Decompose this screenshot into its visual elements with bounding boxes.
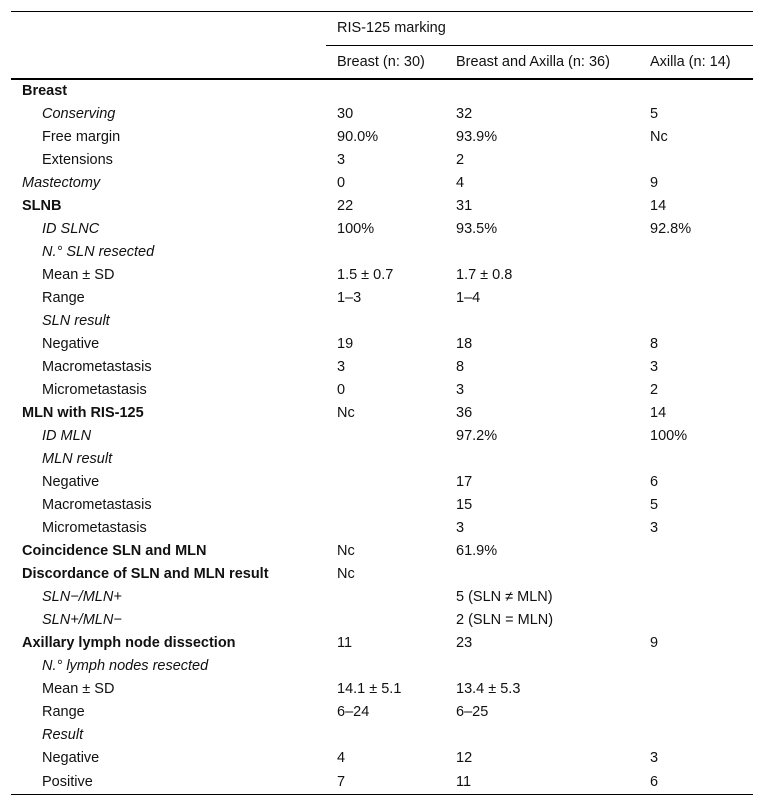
row-label: Discordance of SLN and MLN result xyxy=(22,566,269,582)
row-value: 93.5% xyxy=(456,221,498,237)
row-value xyxy=(639,655,753,678)
table-row xyxy=(11,632,753,655)
row-value xyxy=(445,448,639,471)
table-row xyxy=(11,149,753,172)
row-value xyxy=(326,79,445,103)
row-value: 14 xyxy=(650,405,667,421)
table-row xyxy=(11,471,753,494)
row-value xyxy=(326,517,445,540)
row-label: SLN−/MLN+ xyxy=(42,589,122,605)
row-value: 1.5 ± 0.7 xyxy=(337,267,394,283)
row-value: 15 xyxy=(456,497,473,513)
results-table xyxy=(11,11,753,795)
row-value xyxy=(639,79,753,103)
row-value: 11 xyxy=(337,635,353,651)
table-row xyxy=(11,172,753,195)
row-label: Result xyxy=(42,727,84,743)
row-value: 9 xyxy=(650,635,659,651)
row-value xyxy=(639,241,753,264)
row-value xyxy=(326,586,445,609)
row-value xyxy=(326,471,445,494)
table-row xyxy=(11,356,753,379)
row-label: SLN result xyxy=(42,313,110,329)
row-value: 0 xyxy=(337,382,346,398)
table-row xyxy=(11,310,753,333)
row-value: 32 xyxy=(456,106,473,122)
row-value: 1.7 ± 0.8 xyxy=(456,267,513,283)
row-label: Free margin xyxy=(42,129,121,145)
row-label: Mastectomy xyxy=(22,175,101,191)
row-label: SLN+/MLN− xyxy=(42,612,122,628)
row-label: Negative xyxy=(42,336,100,352)
row-value: 30 xyxy=(337,106,354,122)
table-row xyxy=(11,724,753,747)
row-value xyxy=(639,540,753,563)
row-value: 3 xyxy=(337,359,346,375)
row-value xyxy=(639,448,753,471)
column-header-breast-axilla: Breast and Axilla (n: 36) xyxy=(445,46,639,80)
row-label: Negative xyxy=(42,750,100,766)
row-value: 0 xyxy=(337,175,346,191)
row-value xyxy=(445,241,639,264)
row-value: 5 xyxy=(650,106,659,122)
table-body xyxy=(11,79,753,795)
row-label: ID SLNC xyxy=(42,221,100,237)
row-label: N.° SLN resected xyxy=(42,244,155,260)
row-value: 8 xyxy=(456,359,465,375)
row-value: 92.8% xyxy=(650,221,692,237)
row-value: 93.9% xyxy=(456,129,498,145)
row-value: 5 (SLN ≠ MLN) xyxy=(456,589,553,605)
column-header-axilla: Axilla (n: 14) xyxy=(639,46,753,80)
table-row xyxy=(11,103,753,126)
row-value: 6 xyxy=(639,770,753,795)
row-value: 97.2% xyxy=(456,428,498,444)
table-row xyxy=(11,195,753,218)
row-label: Macrometastasis xyxy=(42,497,152,513)
row-value: 7 xyxy=(326,770,445,795)
table-row xyxy=(11,494,753,517)
row-value: 4 xyxy=(337,750,346,766)
header-empty-cell xyxy=(11,46,326,80)
table-row xyxy=(11,425,753,448)
row-value: 100% xyxy=(337,221,375,237)
row-label: Macrometastasis xyxy=(42,359,152,375)
column-header-breast: Breast (n: 30) xyxy=(326,46,445,80)
row-value xyxy=(445,655,639,678)
row-value: Nc xyxy=(337,543,355,559)
row-value: 3 xyxy=(456,520,465,536)
group-header: RIS-125 marking xyxy=(326,12,753,46)
row-value: 3 xyxy=(337,152,346,168)
header-row-columns xyxy=(11,46,753,80)
table-row xyxy=(11,333,753,356)
table-row xyxy=(11,678,753,701)
table-row xyxy=(11,448,753,471)
row-value xyxy=(326,655,445,678)
row-value: 17 xyxy=(456,474,473,490)
table-row xyxy=(11,287,753,310)
row-value xyxy=(326,310,445,333)
row-value xyxy=(639,678,753,701)
table-row xyxy=(11,517,753,540)
row-value: 2 (SLN = MLN) xyxy=(456,612,554,628)
row-value: 19 xyxy=(337,336,354,352)
row-value: 6–25 xyxy=(456,704,489,720)
row-value: Nc xyxy=(650,129,668,145)
row-label: Range xyxy=(42,704,85,720)
row-value xyxy=(639,149,753,172)
row-value xyxy=(639,701,753,724)
row-label: Micrometastasis xyxy=(42,520,147,536)
row-value: 8 xyxy=(650,336,659,352)
table-row xyxy=(11,701,753,724)
row-value xyxy=(326,448,445,471)
row-value: 6 xyxy=(650,474,659,490)
table-row xyxy=(11,563,753,586)
row-label: Conserving xyxy=(42,106,116,122)
row-label: Coincidence SLN and MLN xyxy=(22,543,207,559)
row-value: 3 xyxy=(650,520,659,536)
row-value: 36 xyxy=(456,405,473,421)
row-value xyxy=(326,494,445,517)
row-value xyxy=(445,79,639,103)
row-value: 22 xyxy=(337,198,354,214)
row-value: 90.0% xyxy=(337,129,379,145)
row-label: Mean ± SD xyxy=(42,681,115,697)
row-value xyxy=(445,724,639,747)
table-row xyxy=(11,264,753,287)
row-value: 9 xyxy=(650,175,659,191)
row-value: 3 xyxy=(650,359,659,375)
row-value: 5 xyxy=(650,497,659,513)
row-value xyxy=(639,609,753,632)
row-label: N.° lymph nodes resected xyxy=(42,658,209,674)
table-row xyxy=(11,609,753,632)
row-value: 11 xyxy=(445,770,639,795)
row-value: 2 xyxy=(650,382,659,398)
row-value xyxy=(639,310,753,333)
row-value: 12 xyxy=(456,750,473,766)
row-value xyxy=(326,724,445,747)
row-value: 2 xyxy=(456,152,465,168)
row-label: Extensions xyxy=(42,152,113,168)
row-label: Breast xyxy=(22,83,68,99)
row-value: 13.4 ± 5.3 xyxy=(456,681,521,697)
row-label: Axillary lymph node dissection xyxy=(22,635,236,651)
row-value: Nc xyxy=(337,405,355,421)
row-value xyxy=(326,425,445,448)
table-row xyxy=(11,79,753,103)
header-row-group xyxy=(11,12,753,46)
table-row xyxy=(11,126,753,149)
row-value: 4 xyxy=(456,175,465,191)
row-value: 18 xyxy=(456,336,473,352)
row-value: 61.9% xyxy=(456,543,498,559)
row-label: Mean ± SD xyxy=(42,267,115,283)
row-label: MLN result xyxy=(42,451,113,467)
row-label: Micrometastasis xyxy=(42,382,147,398)
row-value: 3 xyxy=(650,750,659,766)
row-value xyxy=(445,563,639,586)
row-value: 3 xyxy=(456,382,465,398)
table-row xyxy=(11,218,753,241)
table-row xyxy=(11,379,753,402)
row-value xyxy=(639,287,753,310)
row-value xyxy=(326,241,445,264)
row-value xyxy=(639,586,753,609)
row-value: 6–24 xyxy=(337,704,370,720)
row-value: 23 xyxy=(456,635,473,651)
row-label: Positive xyxy=(11,770,326,795)
row-value: 100% xyxy=(650,428,688,444)
row-value: 14.1 ± 5.1 xyxy=(337,681,402,697)
row-label: MLN with RIS-125 xyxy=(22,405,144,421)
table-row xyxy=(11,770,753,795)
table-row xyxy=(11,402,753,425)
row-value xyxy=(445,310,639,333)
row-label: SLNB xyxy=(22,198,62,214)
row-value xyxy=(639,264,753,287)
table-row xyxy=(11,586,753,609)
row-value: Nc xyxy=(337,566,355,582)
table-row xyxy=(11,540,753,563)
row-value xyxy=(639,563,753,586)
table-row xyxy=(11,241,753,264)
table-row xyxy=(11,655,753,678)
row-value: 1–3 xyxy=(337,290,362,306)
row-label: Negative xyxy=(42,474,100,490)
row-label: Range xyxy=(42,290,85,306)
table-row xyxy=(11,747,753,770)
row-value: 14 xyxy=(650,198,667,214)
row-value: 1–4 xyxy=(456,290,481,306)
row-value xyxy=(639,724,753,747)
header-empty-cell xyxy=(11,12,326,46)
row-value: 31 xyxy=(456,198,473,214)
row-label: ID MLN xyxy=(42,428,92,444)
row-value xyxy=(326,609,445,632)
